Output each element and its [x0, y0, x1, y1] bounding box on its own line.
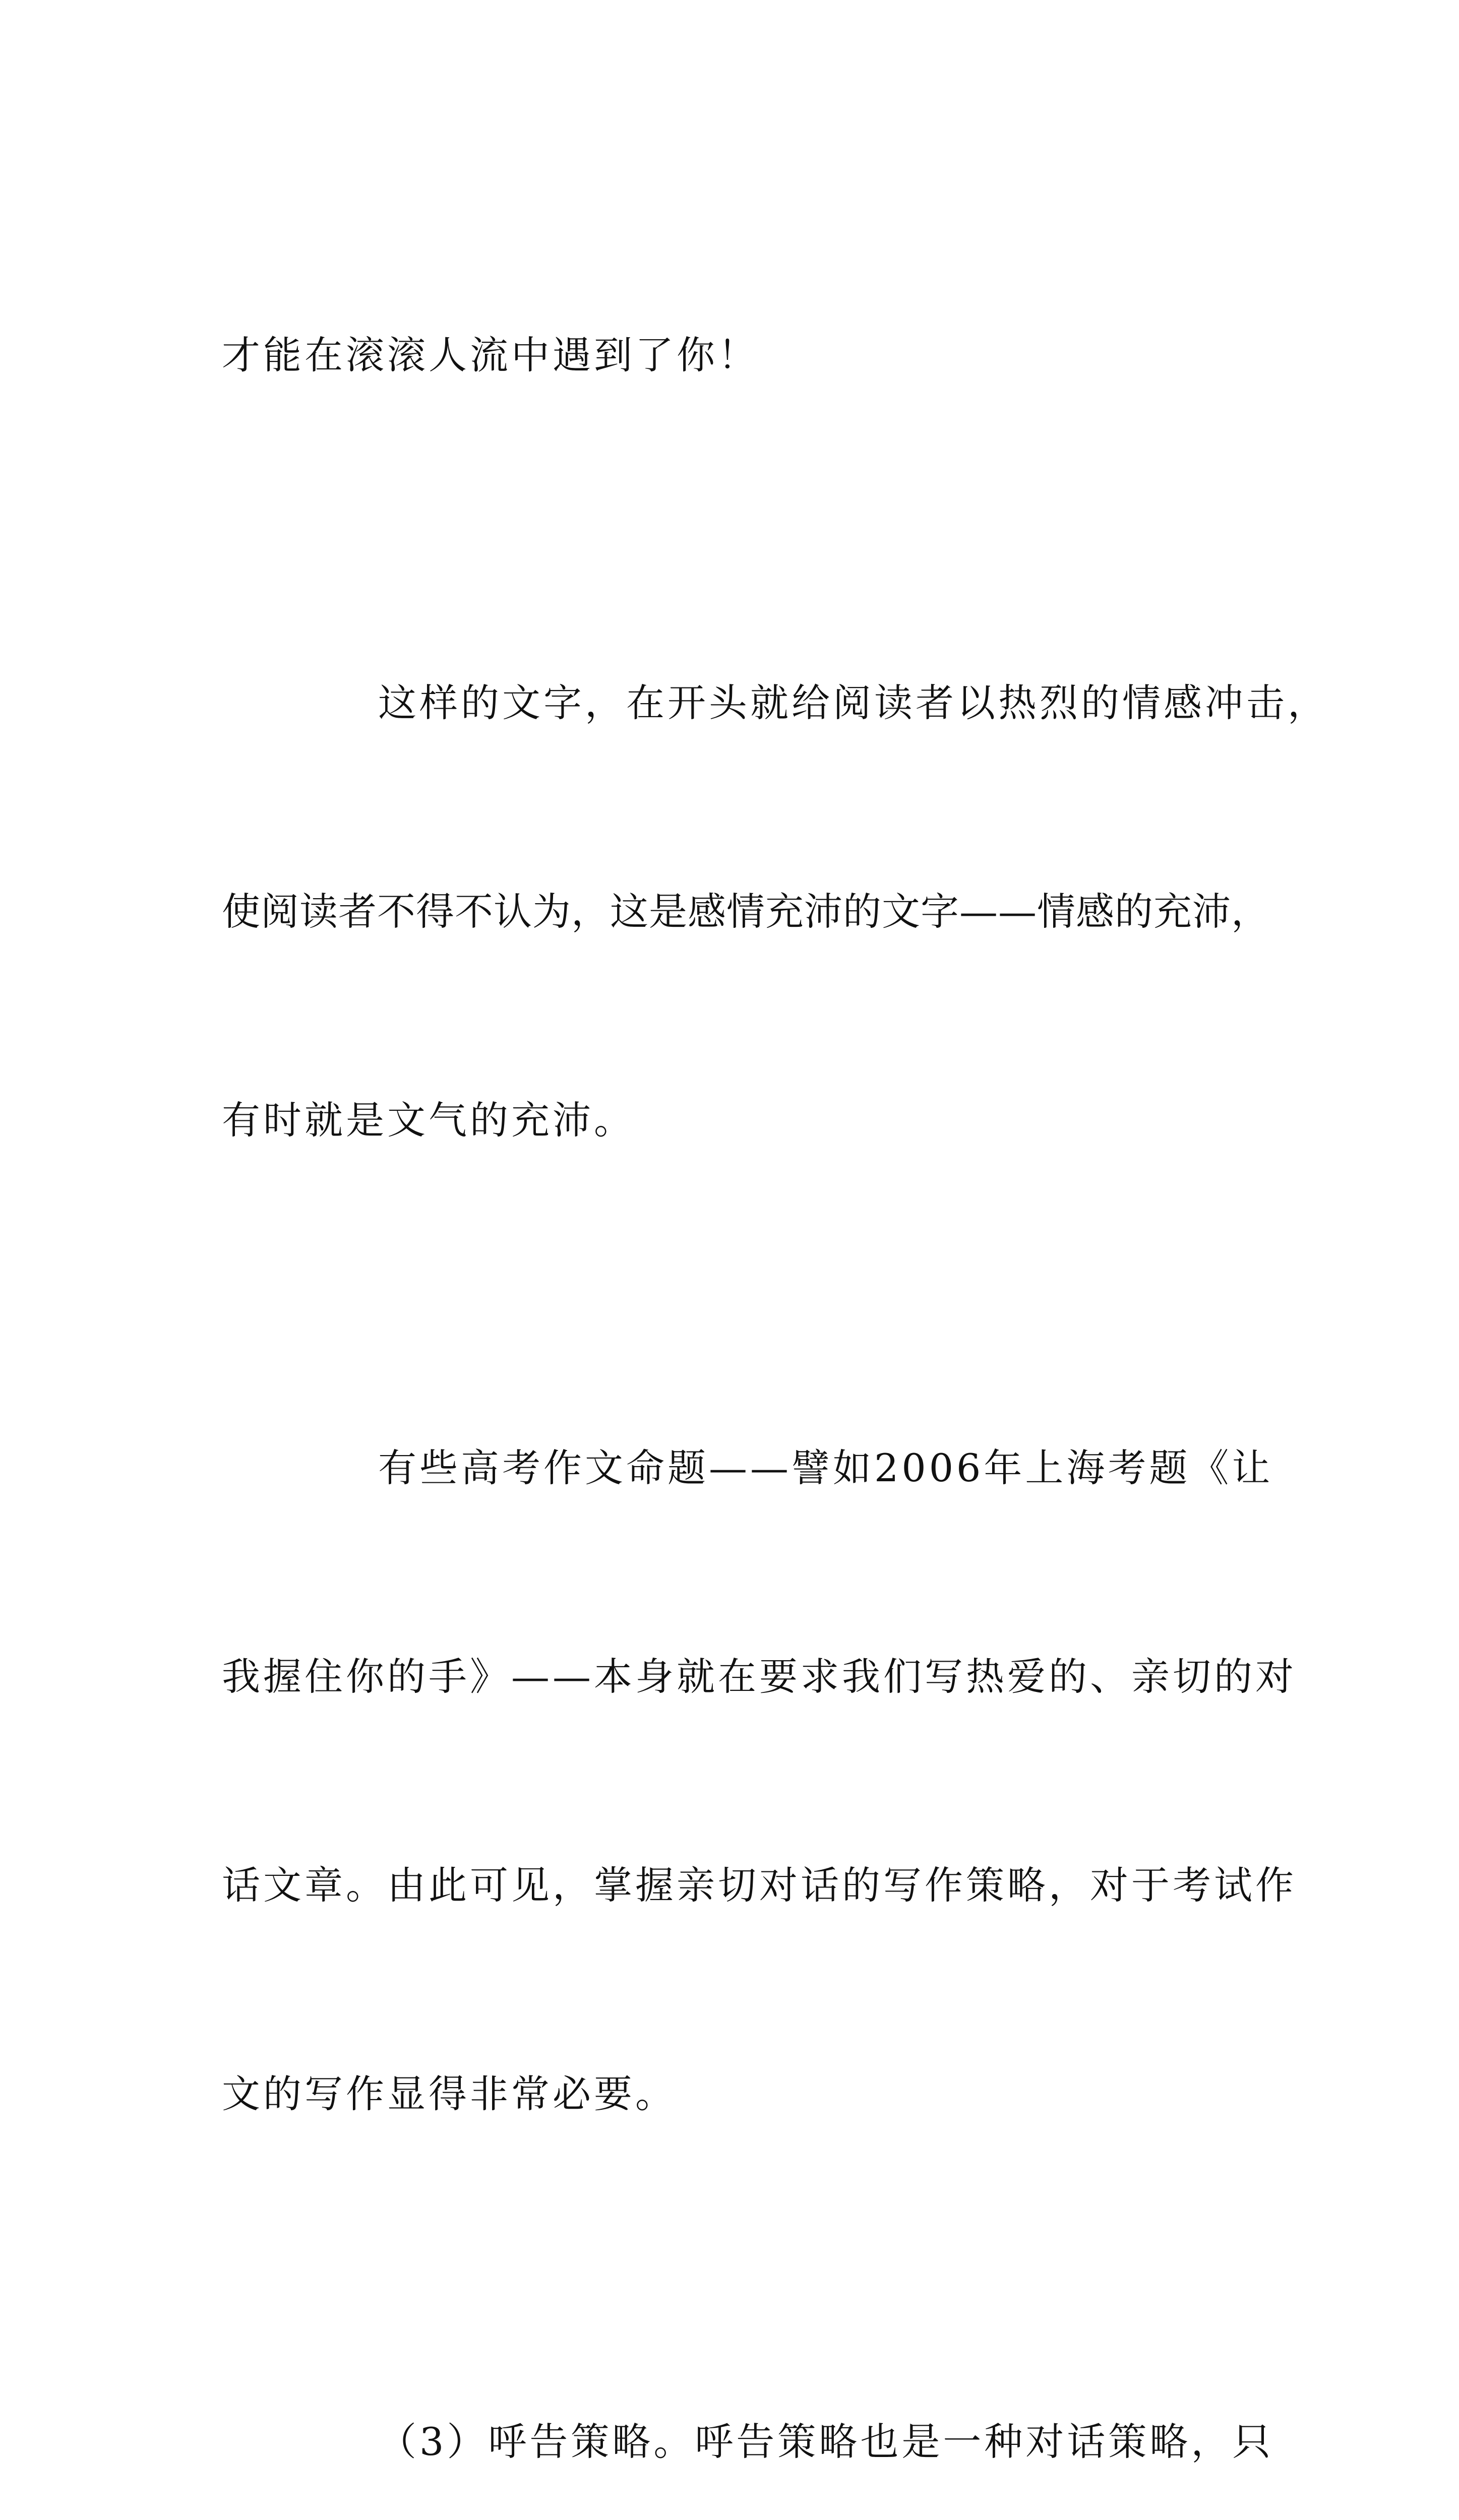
text-line: 这样的文字，在开头就给阅读者以热烈的情感冲击， [378, 680, 1329, 725]
text-line: 才能在滚滚人流中遇到了你！ [222, 333, 759, 377]
paragraph [222, 1294, 1296, 2268]
paragraph [222, 2268, 1296, 2520]
text-line: 有些高考作文命题——譬如2006年上海考题《让 [378, 1445, 1273, 1490]
paragraph [222, 529, 1329, 1294]
text-line: 文的写作显得非常必要。 [222, 2071, 677, 2116]
document-body [222, 181, 1329, 2520]
text-line: （3）呼告策略。呼告策略也是一种对话策略，只 [378, 2419, 1274, 2464]
text-line: 使阅读者不得不认为，这是感情充沛的文字——情感的充沛， [222, 889, 1270, 934]
paragraph [222, 181, 1296, 529]
text-line: 我握住你的手》——本身就在要求我们写热爱的、亲切的对 [222, 1654, 1297, 1699]
text-line: 话文章。由此可见，掌握亲切对话的写作策略，对于考试作 [222, 1863, 1297, 1908]
text-line: 有时就是文气的充沛。 [222, 1098, 635, 1143]
